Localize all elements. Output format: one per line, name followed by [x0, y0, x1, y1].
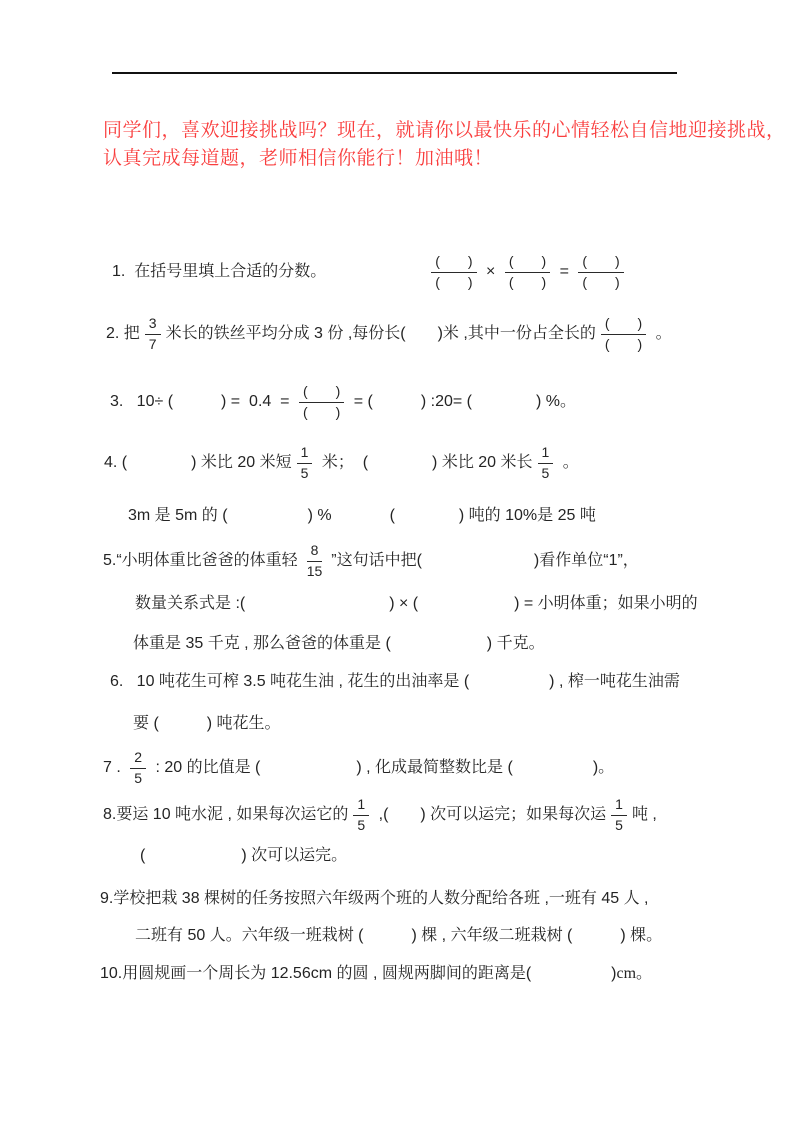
- text-run: 3m 是 5m 的 ( ) %: [128, 506, 332, 524]
- fraction-denominator: ( ): [435, 273, 473, 290]
- fraction: [611, 796, 627, 834]
- question-4: [104, 439, 579, 487]
- fraction-denominator: 5: [615, 816, 623, 833]
- spacer: [326, 272, 426, 273]
- fraction: [578, 253, 623, 291]
- text-run: 2. 把: [106, 324, 140, 342]
- intro-line-2: 认真完成每道题，老师相信你能行！加油哦！: [103, 147, 494, 169]
- question-8-line-1: [103, 791, 657, 839]
- fraction-numerator: 3: [145, 315, 161, 335]
- fraction: [538, 444, 554, 482]
- fraction-numerator: ( ): [601, 315, 646, 335]
- fraction-numerator: ( ): [431, 253, 476, 273]
- fraction-denominator: ( ): [302, 403, 341, 420]
- text-run: cm: [616, 964, 637, 982]
- text-run: 1. 在括号里填上合适的分数。: [112, 262, 327, 280]
- fraction-numerator: 1: [538, 444, 554, 464]
- fraction-numerator: ( ): [578, 253, 623, 273]
- question-8-line-2: [140, 845, 347, 867]
- fraction: [353, 796, 369, 834]
- text-run: 要 ( ) 吨花生。: [133, 714, 281, 732]
- text-run: 10.用圆规画一个周长为 12.56cm 的圆 , 圆规两脚间的距离是( ): [100, 964, 617, 982]
- fraction: [505, 253, 550, 291]
- fraction-denominator: 7: [148, 335, 157, 352]
- text-run: 。: [636, 964, 653, 982]
- text-run: =: [555, 262, 574, 280]
- text-run: 米； ( ) 米比 20 米长: [317, 453, 533, 471]
- fraction-denominator: 5: [300, 464, 309, 481]
- text-run: = ( ) :20= ( ) %。: [349, 392, 576, 410]
- text-run: 。: [558, 453, 579, 471]
- question-5-line-2: [135, 593, 698, 615]
- fraction-denominator: 5: [357, 816, 366, 833]
- text-run: 米长的铁丝平均分成 3 份 ,每份长( )米 ,其中一份占全长的: [165, 324, 596, 342]
- question-5-line-1: [103, 537, 639, 585]
- fraction-numerator: 1: [297, 444, 313, 464]
- text-run: ×: [481, 262, 500, 280]
- text-run: ( ) 吨的 10%是 25 吨: [389, 506, 596, 524]
- spacer: [332, 516, 390, 517]
- text-run: : 20 的比值是 ( ) , 化成最简整数比是 ( )。: [151, 758, 615, 776]
- text-run: 。: [651, 324, 672, 342]
- question-7: [103, 744, 614, 792]
- fraction: [299, 383, 344, 421]
- fraction-numerator: ( ): [505, 253, 550, 273]
- question-5-line-3: [133, 633, 545, 655]
- fraction-numerator: 1: [611, 796, 627, 816]
- text-run: 9.学校把栽 38 棵树的任务按照六年级两个班的人数分配给各班 ,一班有 45 人 ,: [100, 889, 649, 907]
- text-run: ,( ) 次可以运完；如果每次运: [374, 805, 607, 823]
- text-run: 5.“小明体重比爸爸的体重轻: [103, 551, 298, 569]
- fraction: [130, 749, 146, 787]
- fraction-numerator: 8: [307, 542, 323, 562]
- fraction-denominator: 15: [306, 562, 323, 579]
- text-run: 3. 10÷ ( ) = 0.4 =: [110, 392, 294, 410]
- text-run: 数量关系式是 :( ) × ( ) = 小明体重；如果小明的: [135, 594, 698, 612]
- fraction-denominator: 5: [541, 464, 550, 481]
- text-run: 4. ( ) 米比 20 米短: [104, 453, 292, 471]
- fraction: [431, 253, 476, 291]
- text-run: 体重是 35 千克 , 那么爸爸的体重是 ( ) 千克。: [133, 634, 545, 652]
- question-10: [100, 963, 652, 985]
- fraction-denominator: ( ): [582, 273, 620, 290]
- question-1: [112, 248, 629, 296]
- fraction: [601, 315, 646, 353]
- question-6-line-2: [133, 713, 281, 735]
- text-run: 吨 ,: [631, 805, 657, 823]
- text-run: 7 .: [103, 758, 126, 776]
- fraction-denominator: ( ): [508, 273, 547, 290]
- fraction-numerator: 2: [130, 749, 146, 769]
- question-2: [106, 310, 672, 358]
- text-run: ( ) 次可以运完。: [140, 846, 348, 864]
- fraction-numerator: 1: [353, 796, 369, 816]
- fraction-denominator: ( ): [604, 335, 643, 352]
- fraction-numerator: ( ): [299, 383, 344, 403]
- fraction: [297, 444, 313, 482]
- question-4-sub: [128, 505, 596, 527]
- text-run: 8.要运 10 吨水泥 , 如果每次运它的: [103, 805, 349, 823]
- fraction: [145, 315, 161, 353]
- question-9-line-2: [135, 925, 662, 947]
- text-run: ”这句话中把( )看作单位“1”，: [331, 551, 639, 569]
- text-run: 6. 10 吨花生可榨 3.5 吨花生油 , 花生的出油率是 ( ) , 榨一吨花生油需: [110, 672, 680, 690]
- question-3: [110, 378, 576, 426]
- question-6-line-1: [110, 671, 680, 693]
- intro-line-1: 同学们，喜欢迎接挑战吗？现在，就请你以最快乐的心情轻松自信地迎接挑战，: [103, 119, 786, 141]
- fraction-denominator: 5: [134, 769, 143, 786]
- question-9-line-1: [100, 888, 649, 910]
- text-run: 二班有 50 人。六年级一班栽树 ( ) 棵 , 六年级二班栽树 ( ) 棵。: [135, 926, 663, 944]
- top-divider: [112, 72, 677, 74]
- fraction: [303, 542, 327, 580]
